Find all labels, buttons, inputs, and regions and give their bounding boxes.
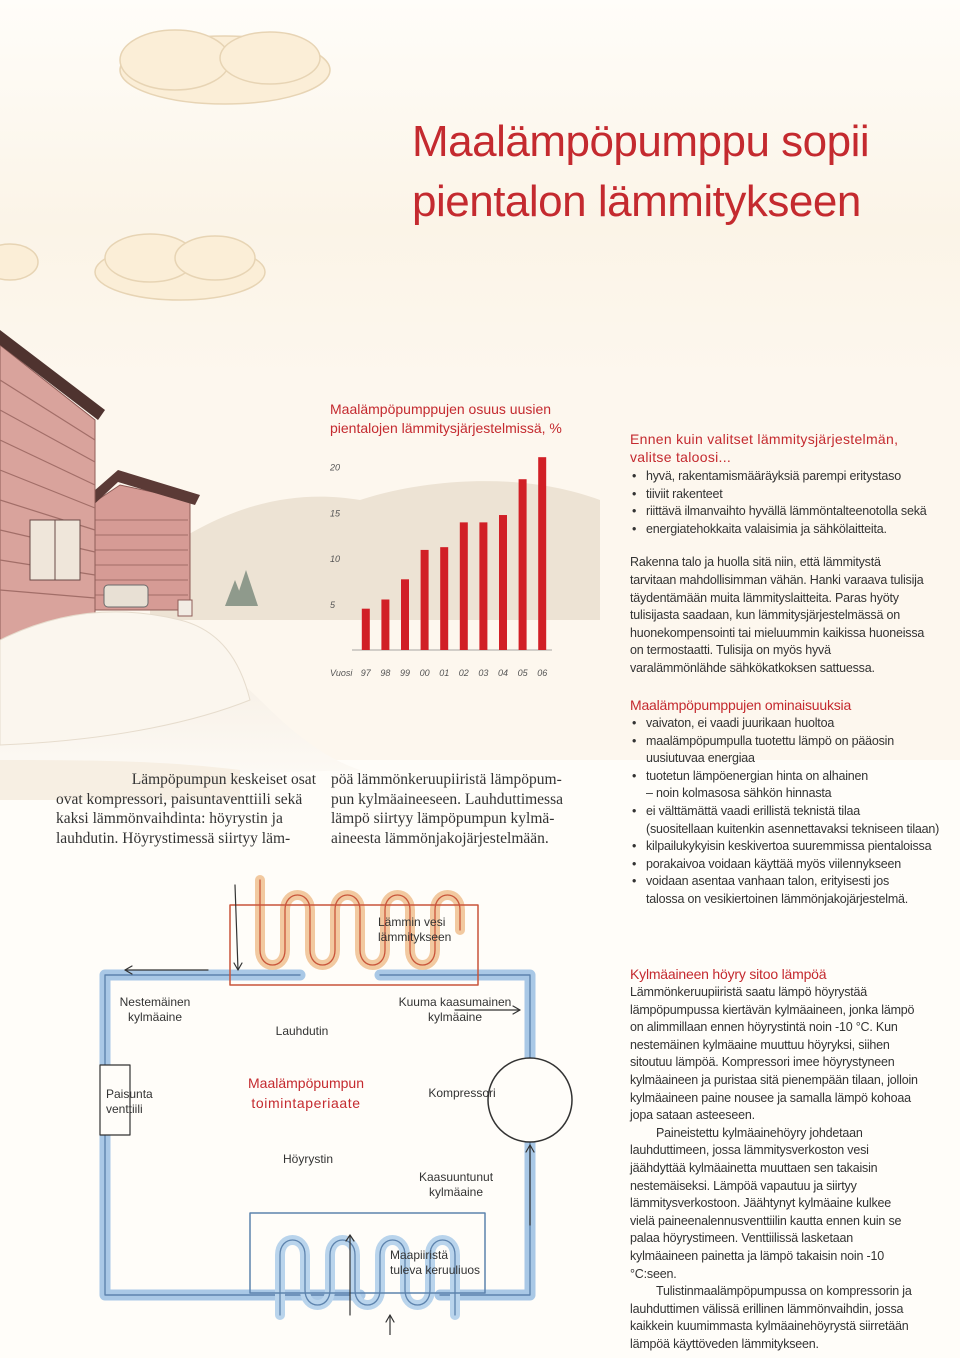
chart-bar (401, 579, 409, 650)
x-tick-label: 97 (360, 668, 371, 678)
diagram-title-line: Maalämpöpumpun (248, 1075, 364, 1091)
label-liquid-refrigerant (105, 995, 205, 1025)
list-item: • energiatehokkaita valaisimia ja sähkölaitteita. (630, 521, 930, 539)
serif-right-line-2: pun kylmäaineeseen. Lauhduttimessa (331, 790, 564, 808)
list-item: • riittävä ilmanvaihto hyvällä lämmöntalteenotolla sekä (630, 503, 930, 521)
label-line: venttiili (106, 1102, 143, 1116)
x-tick-label: 02 (458, 668, 469, 678)
y-tick-label: 20 (330, 462, 341, 473)
list-item: • maalämpöpumpulla tuotettu lämpö on pääosin (630, 733, 940, 751)
list-item: • tuotetun lämpöenergian hinta on alhainen (630, 768, 940, 786)
list-item: • ei välttämättä vaadi erillistä teknistä tilaa (630, 803, 940, 821)
intro-paragraph: Rakenna talo ja huolla sitä niin, että lämmitystä tarvitaan mahdollisimman vähän. Hanki varaava tulisija täydentämään muita lämmityslaitteita. Paras hyöty tulisijasta saadaan, kun lämmitysjärjestelmässä on huonekompensointi tai mieluummin kaikissa huoneissa on termostaatti. Tulisija on myös hyvä varalämmönlähde sähkökatkoksen sattuessa. (630, 555, 925, 675)
intro-heading (630, 430, 930, 466)
serif-right-line-4: aineesta lämmönjakojärjestelmään. (331, 829, 549, 847)
label-expansion-valve (106, 1087, 166, 1117)
chart-bar (440, 547, 448, 650)
page-title (412, 112, 952, 232)
label-line: lämmitykseen (378, 930, 452, 944)
chart-bar (519, 479, 527, 650)
list-item: • voidaan asentaa vanhaan talon, erityisesti jos (630, 873, 940, 891)
label-ground-loop (390, 1248, 500, 1278)
chart-bar (381, 600, 389, 651)
bar-chart (320, 440, 560, 690)
label-expanded-gas (406, 1170, 506, 1200)
list-item: (suositellaan kuitenkin asennettavaksi tekniseen tilaan) (646, 821, 940, 836)
label-line: Lämmin vesi (378, 915, 446, 929)
intro-heading-line-2: valitse taloosi... (630, 449, 732, 465)
page-title-line-1: Maalämpöpumppu sopii (412, 117, 870, 166)
chart-bar (362, 609, 370, 650)
x-axis-label: Vuosi (330, 668, 353, 678)
vapour-paragraph-2: Paineistettu kylmäainehöyry johdetaan lauhduttimeen, jossa lämmitysverkoston vesi jäähdyttää kylmäainetta muuttaen sen takaisin nestemäiseksi. Lämpöä vapautuu ja siirtyy lämmitysverkostoon. Jäähtynyt kylmäaine kulkee vielä paineenalennusventtiilin kautta ennen kuin se palaa höyrystimeen. Venttiilissä lasketaan kylmäaineen painetta ja lämpö takaisin noin -10 °C:seen. (630, 1125, 902, 1281)
chart-bar (538, 457, 546, 650)
vapour-heading: Kylmäaineen höyry sitoo lämpöä (630, 966, 827, 982)
label-line: Höyrystin (282, 1152, 333, 1166)
cloud-middle (95, 234, 265, 300)
serif-left-line-1: Lämpöpumpun keskeiset osat (131, 771, 316, 788)
list-item: • hyvä, rakentamismääräyksiä parempi eritystaso (630, 468, 930, 486)
list-item: talossa on vesikiertoinen lämmönjakojärjestelmä. (646, 891, 909, 906)
intro-section (630, 430, 930, 678)
x-tick-label: 06 (537, 668, 548, 678)
list-item: • tiiviit rakenteet (630, 486, 930, 504)
x-tick-label: 99 (399, 668, 411, 678)
chart-bar (421, 550, 429, 650)
y-tick-label: 15 (330, 508, 341, 519)
y-tick-label: 10 (330, 554, 341, 565)
serif-right-line-3: lämpö siirtyy lämpöpumpun kylmä- (331, 810, 555, 827)
label-line: Kaasuuntunut (418, 1170, 494, 1184)
y-tick-label: 5 (330, 600, 336, 611)
chart-title: Maalämpöpumppujen osuus uusien pientalojen lämmitysjärjestelmissä, % (330, 401, 562, 436)
x-tick-label: 05 (517, 668, 528, 678)
intro-bullets (630, 468, 930, 538)
cloud-top (120, 30, 330, 104)
label-condenser (262, 1024, 342, 1039)
features-section (630, 696, 940, 909)
label-line: Kuuma kaasumainen (398, 995, 512, 1009)
label-evaporator (270, 1152, 346, 1167)
serif-text-left (56, 770, 316, 848)
label-line: kylmäaine (127, 1010, 183, 1024)
label-line: Lauhdutin (275, 1024, 329, 1038)
features-heading: Maalämpöpumppujen ominaisuuksia (630, 697, 852, 713)
label-hot-gas (395, 995, 515, 1025)
list-item: • porakaivoa voidaan käyttää myös viilennykseen (630, 856, 940, 874)
x-tick-label: 01 (439, 668, 450, 678)
serif-left-line-3: kaksi lämmönvaihdinta: höyrystin ja (56, 810, 283, 827)
page-title-line-2: pientalon lämmitykseen (412, 177, 861, 226)
list-item: uusiutuvaa energiaa (646, 751, 755, 766)
x-tick-label: 00 (419, 668, 430, 678)
serif-right-line-1: pöä lämmönkeruupiiristä lämpöpum- (331, 771, 562, 788)
label-line: Nestemäinen (119, 995, 191, 1009)
label-line: tuleva keruuliuos (390, 1263, 481, 1277)
label-line: kylmäaine (427, 1010, 483, 1024)
list-item: • kilpailukykyisin keskivertoa suuremmissa pientaloissa (630, 838, 940, 856)
x-tick-label: 03 (478, 668, 489, 678)
serif-left-line-4: lauhdutin. Höyrystimessä siirtyy läm- (56, 829, 291, 847)
serif-left-line-2: ovat kompressori, paisuntaventtiili sekä (56, 790, 303, 808)
label-warm-water (378, 915, 468, 945)
label-line: Kompressori (428, 1086, 496, 1100)
features-list (630, 715, 940, 909)
garage (78, 470, 200, 616)
chart-bar (499, 515, 507, 650)
vapour-paragraph-3: Tulistinmaalämpöpumpussa on kompressorin ja lauhduttimen välissä erillinen lämmönvaihdin, jossa kaikkein kuumimmasta kylmäainehöyrystä siirretään lämpöä käyttöveden lämmitykseen. (630, 1284, 912, 1351)
serif-text-right (331, 770, 591, 848)
label-line: Maapiiristä (390, 1248, 449, 1262)
x-tick-label: 98 (380, 668, 391, 678)
list-item: – noin kolmasosa sähkön hinnasta (646, 786, 832, 801)
label-line: Paisunta (106, 1087, 153, 1101)
vapour-paragraph-1: Lämmönkeruupiiristä saatu lämpö höyrystää lämpöpumpussa kiertävän kylmäaineen, jonka lämpö on alimmillaan ennen höyrystintä noin -10 °C. Kun nestemäinen kylmäaine muuttuu höyryksi, siihen sitoutuu lämpöä. Kompressori imee höyrystyneen kylmäaineen ja puristaa sitä pienempään tilaan, jolloin kylmäaineen paine nousee ja samalla lämpö kohoaa jopa sataan asteeseen. (630, 985, 918, 1123)
x-tick-label: 04 (497, 668, 509, 678)
vapour-section (630, 965, 918, 1353)
intro-heading-line-1: Ennen kuin valitset lämmitysjärjestelmän, (630, 431, 899, 447)
list-item: • vaivaton, ei vaadi juurikaan huoltoa (630, 715, 940, 733)
diagram-title (236, 1073, 376, 1113)
label-line: kylmäaine (428, 1185, 484, 1199)
diagram-title-line: toimintaperiaate (251, 1095, 361, 1111)
label-compressor (420, 1086, 504, 1101)
chart-bar (479, 522, 487, 650)
chart-bar (460, 522, 468, 650)
